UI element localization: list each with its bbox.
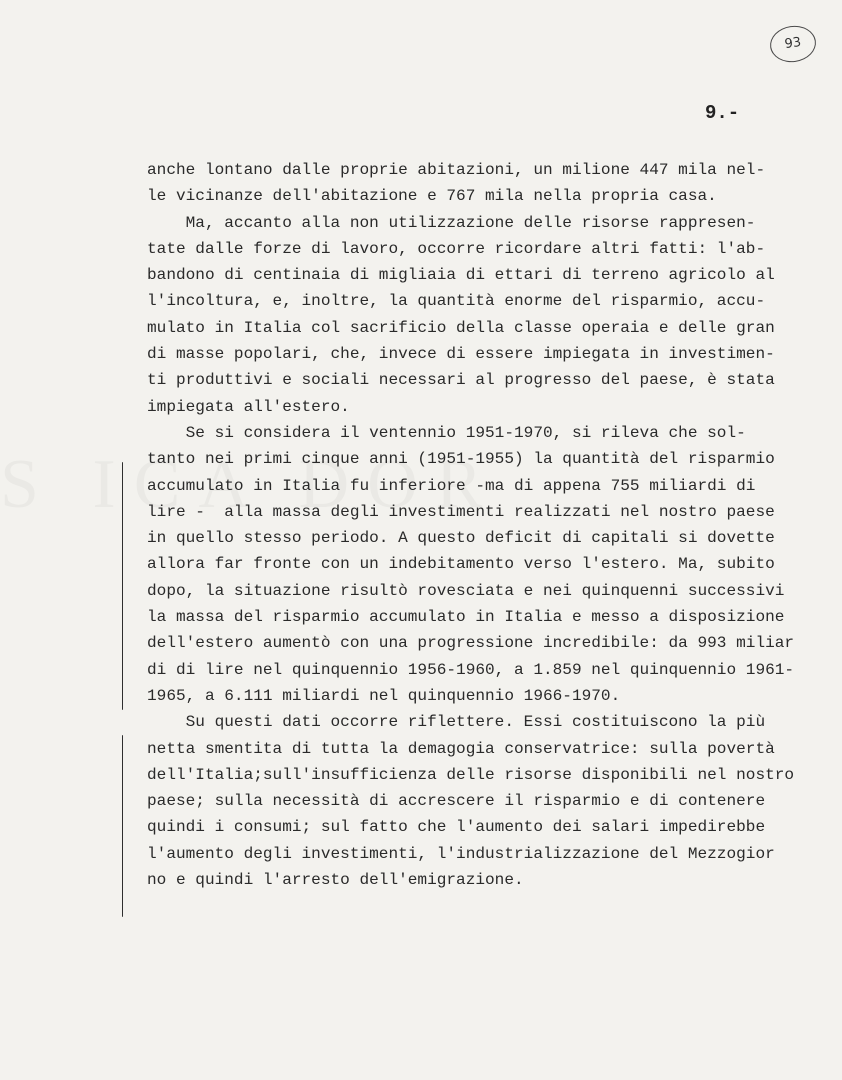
text-line: ti produttivi e sociali necessari al progresso del paese, è stata [147,371,775,390]
text-line: in quello stesso periodo. A questo deficit di capitali si dovette [147,529,775,548]
text-line: di di lire nel quinquennio 1956-1960, a 1.859 nel quinquennio 1961- [147,660,795,679]
text-line: mulato in Italia col sacrificio della classe operaia e delle gran [147,318,775,337]
text-line: Se si considera il ventennio 1951-1970, si rileva che sol- [147,423,746,442]
text-line: l'incoltura, e, inoltre, la quantità enorme del risparmio, accu- [147,292,766,311]
text-line: la massa del risparmio accumulato in Italia e messo a disposizione [147,608,785,627]
text-line: Ma, accanto alla non utilizzazione delle risorse rappresen- [147,213,756,232]
text-line: Su questi dati occorre riflettere. Essi costituiscono la più [147,713,766,732]
text-line: quindi i consumi; sul fatto che l'aumento dei salari impedirebbe [147,818,766,837]
text-line: dopo, la situazione risultò rovesciata e nei quinquenni successivi [147,581,785,600]
text-line: netta smentita di tutta la demagogia conservatrice: sulla povertà [147,739,775,758]
text-line: lire - alla massa degli investimenti realizzati nel nostro paese [147,502,775,521]
text-line: accumulato in Italia fu inferiore -ma di appena 755 miliardi di [147,476,756,495]
document-body [147,157,827,893]
text-line: no e quindi l'arresto dell'emigrazione. [147,871,524,890]
text-line: l'aumento degli investimenti, l'industrializzazione del Mezzogior [147,844,775,863]
margin-bracket-1 [122,462,123,710]
text-line: le vicinanze dell'abitazione e 767 mila nella propria casa. [147,187,717,206]
text-line: 1965, a 6.111 miliardi nel quinquennio 1966-1970. [147,686,621,705]
typed-page-number: 9.- [705,102,740,124]
page-stamp-number: 93 [768,23,819,65]
text-line: dell'Italia;sull'insufficienza delle risorse disponibili nel nostro [147,765,795,784]
margin-bracket-2 [122,735,123,917]
text-line: allora far fronte con un indebitamento verso l'estero. Ma, subito [147,555,775,574]
text-line: di masse popolari, che, invece di essere impiegata in investimen- [147,345,775,364]
text-line: bandono di centinaia di migliaia di ettari di terreno agricolo al [147,266,775,285]
text-line: impiegata all'estero. [147,397,350,416]
text-line: paese; sulla necessità di accrescere il risparmio e di contenere [147,792,766,811]
text-line: dell'estero aumentò con una progressione incredibile: da 993 miliar [147,634,795,653]
text-line: tanto nei primi cinque anni (1951-1955) la quantità del risparmio [147,450,775,469]
text-line: anche lontano dalle proprie abitazioni, un milione 447 mila nel- [147,161,766,179]
text-line: tate dalle forze di lavoro, occorre ricordare altri fatti: l'ab- [147,239,766,258]
